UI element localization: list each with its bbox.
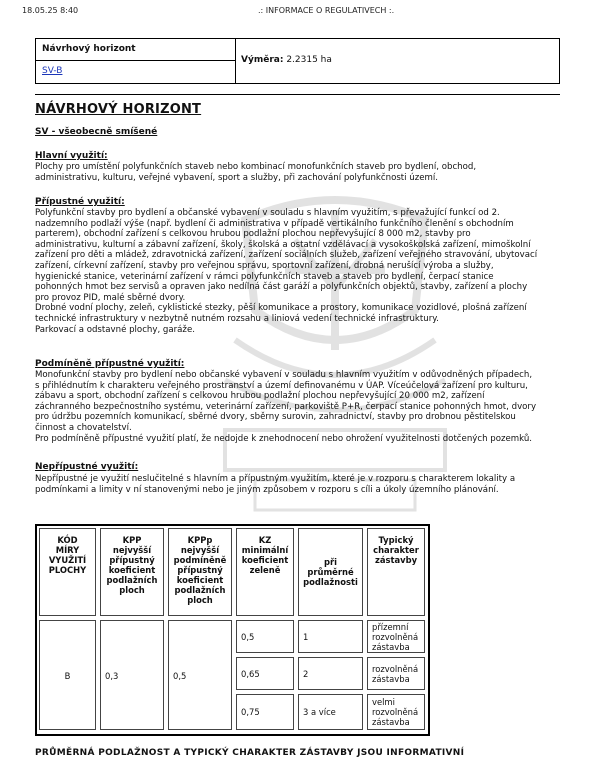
- header-kpp: KPP nejvyšší přípustný koeficient podlažních ploch: [100, 528, 164, 616]
- page-heading: NÁVRHOVÝ HORIZONT: [35, 102, 202, 117]
- area-cell: [236, 39, 559, 83]
- horizon-label: Návrhový horizont: [36, 39, 235, 61]
- zone-subheading: SV - všeobecně smíšené: [35, 127, 158, 137]
- area-label: Výměra:: [241, 55, 284, 65]
- main-use-title: Hlavní využití:: [35, 151, 108, 161]
- kpp-cell: 0,3: [100, 620, 164, 730]
- code-cell: B: [39, 620, 96, 730]
- print-datetime: 18.05.25 8:40: [22, 6, 79, 15]
- floors-cell-1: 1: [298, 620, 363, 653]
- print-title: .: INFORMACE O REGULATIVECH :.: [258, 6, 395, 15]
- horizon-link[interactable]: SV-B: [42, 66, 63, 76]
- conditional-use-title: Podmíněně přípustné využití:: [35, 359, 185, 369]
- floors-cell-2: 2: [298, 657, 363, 690]
- divider: [35, 94, 560, 95]
- character-cell-2: rozvolněná zástavba: [367, 657, 425, 690]
- kz-cell-3: 0,75: [236, 694, 294, 730]
- forbidden-use-title: Nepřípustné využití:: [35, 462, 139, 472]
- header-floors: při průměrné podlažnosti: [298, 528, 363, 616]
- header-kz: KZ minimální koeficient zeleně: [236, 528, 294, 616]
- header-kppp: KPPp nejvyšší podmíněně přípustný koeficient podlažních ploch: [168, 528, 232, 616]
- kz-cell-2: 0,65: [236, 657, 294, 690]
- footer-note: PRŮMĚRNÁ PODLAŽNOST A TYPICKÝ CHARAKTER ZÁSTAVBY JSOU INFORMATIVNÍ: [35, 748, 465, 758]
- character-cell-1: přízemní rozvolněná zástavba: [367, 620, 425, 653]
- allowed-use-title: Přípustné využití:: [35, 197, 125, 207]
- kppp-cell: 0,5: [168, 620, 232, 730]
- conditional-use-text: Monofunkční stavby pro bydlení nebo občanské vybavení v souladu s hlavním využitím v odůvodněných případech, s přihlédnutím k charakteru veřejného prostranství a území definovanému v ÚAP. Víceúčelová zařízení pro kulturu, zábavu a sport, obchodní zařízení s celkovou hrubou podlažní plochou nepřevyšující 20 000 m2, zařízení záchranného bezpečnostního systému, veterinární zařízení, parkoviště P+R, čerpací stanice pohonných hmot, dvory pro údržbu pozemních komunikací, sběrné dvory, sběrny surovin, zahradnictví, stavby pro drobnou pěstitelskou činnost a chovatelství. Pro podmíněně přípustné využití platí, že nedojde k znehodnocení nebo ohrožení využitelnosti dotčených pozemků.: [35, 370, 537, 444]
- allowed-use-text: Polyfunkční stavby pro bydlení a občanské vybavení v souladu s hlavním využitím, s převažující funkcí od 2. nadzemního podlaží výše (např. bydlení či administrativa v případě vertikálního funkčního členění s obchodním parterem), obchodní zařízení s celkovou hrubou podlažní plochou nepřevyšující 8 000 m2, stavby pro administrativu, kulturní a zábavní zařízení, školy, školská a ostatní vzdělávací a vysokoškolská zařízení, mimoškolní zařízení pro děti a mládež, zdravotnická zařízení, zařízení sociálních služeb, zařízení veřejného stravování, ubytovací zařízení, církevní zařízení, stavby pro veřejnou správu, sportovní zařízení, drobná nerušící výroba a služby, hygienické stanice, veterinární zařízení v rámci polyfunkčních staveb a staveb pro bydlení, čerpací stanice pohonných hmot bez servisů a opraven jako nedílná část garáží a polyfunkčních objektů, stavby, zařízení a plochy pro provoz PID, malé sběrné dvory. Drobné vodní plochy, zeleň, cyklistické stezky, pěší komunikace a prostory, komunikace vozidlové, plošná zařízení technické infrastruktury v nezbytně nutném rozsahu a liniová vedení technické infrastruktury. Parkovací a odstavné plochy, garáže.: [35, 208, 538, 335]
- header-code: KÓD MÍRY VYUŽITÍ PLOCHY: [39, 528, 96, 616]
- character-cell-3: velmi rozvolněná zástavba: [367, 694, 425, 730]
- floors-cell-3: 3 a více: [298, 694, 363, 730]
- main-use-text: Plochy pro umístění polyfunkčních staveb nebo kombinací monofunkčních staveb pro bydlení, obchod, administrativu, kulturu, veřejné vybavení, sport a služby, při zachování polyfunkčnosti území.: [35, 162, 477, 183]
- info-left-column: [36, 39, 236, 83]
- area-value: 2.2315 ha: [286, 55, 332, 65]
- kz-cell-1: 0,5: [236, 620, 294, 653]
- kpp-table-grid: [35, 524, 430, 736]
- horizon-link-cell: [36, 61, 235, 76]
- info-table: [35, 38, 560, 84]
- forbidden-use-text: Nepřípustné je využití neslučitelné s hlavním a přípustným využitím, které je v rozporu s charakterem lokality a podmínkami a limity v ní stanovenými nebo je jiným způsobem v rozporu s cíli a úkoly územního plánování.: [35, 474, 516, 495]
- header-character: Typický charakter zástavby: [367, 528, 425, 616]
